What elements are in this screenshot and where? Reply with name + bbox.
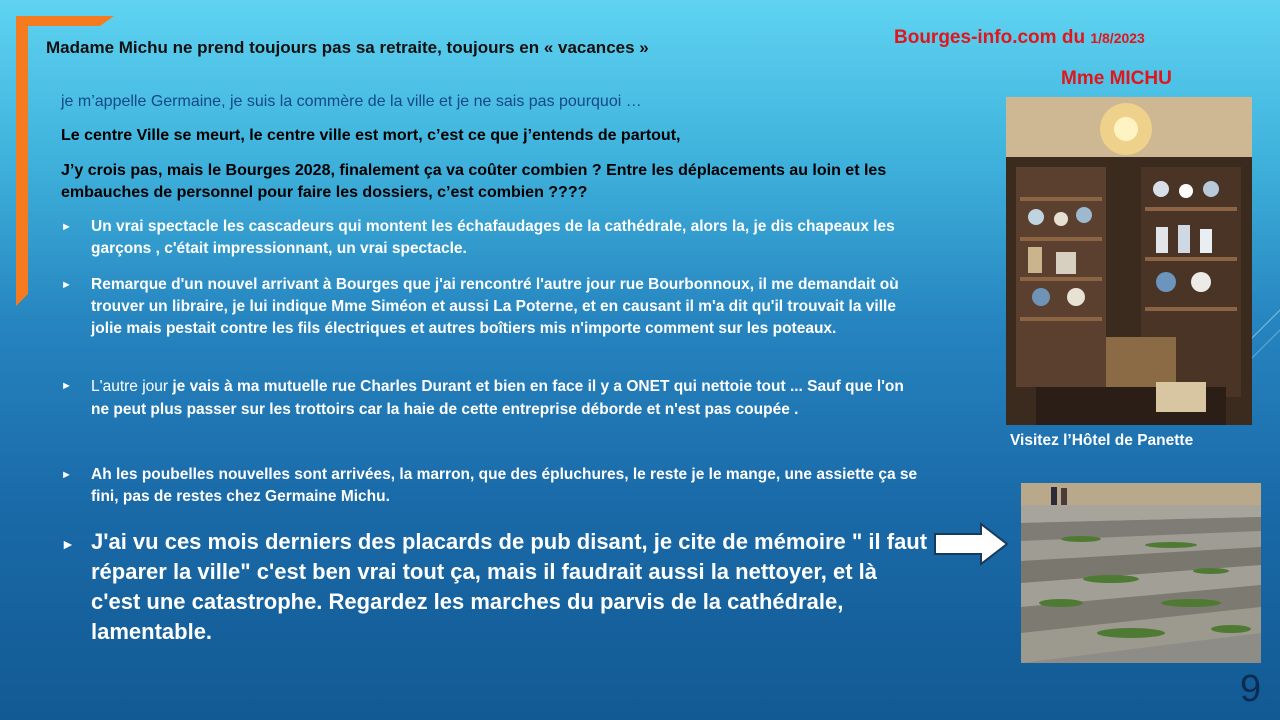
page-title: Madame Michu ne prend toujours pas sa retraite, toujours en « vacances » [46, 38, 649, 57]
cathedral-steps-photo [1021, 483, 1261, 663]
bullet-text: Ah les poubelles nouvelles sont arrivées, la marron, que des épluchures, le reste je le mange, une assiette ça se fini, pas de restes chez Germaine Michu. [91, 466, 918, 505]
bullet-text: Remarque d'un nouvel arrivant à Bourges que j'ai rencontré l'autre jour rue Bourbonnoux, il me demandait où trouver un libraire, je lui indique Mme Siméon et aussi La Poterne, et en causant il m'a dit qu'il trouvait la ville jolie mais pestait contre les fils électriques et autres boîtiers mis n'importe comment sur les poteaux. [91, 276, 899, 337]
bullet-item [61, 216, 921, 260]
highlight-paragraph [61, 527, 931, 647]
site-name [894, 27, 1145, 49]
intro-line-1: je m’appelle Germaine, je suis la commère de la ville et je ne sais pas pourquoi … [61, 93, 642, 110]
site-label: Bourges-info.com du [894, 27, 1086, 48]
bullet-marker-icon: ► [61, 279, 72, 291]
page-number: 9 [1240, 668, 1262, 710]
antique-shop-photo [1006, 97, 1252, 425]
bullet-marker-icon: ► [61, 380, 72, 392]
antique-shop-illustration [1006, 97, 1252, 425]
photo-caption: Visitez l’Hôtel de Panette [1010, 432, 1194, 449]
bullet-marker-icon: ► [61, 536, 75, 552]
bullet-marker-icon: ► [61, 469, 72, 481]
bullet-text-rest: je vais à ma mutuelle rue Charles Durant et bien en face il y a ONET qui nettoie tout ... Sauf que l'on ne peut plus passer sur les trottoirs car la haie de cette entreprise déborde et n'est pas coupée . [91, 378, 904, 418]
bullet-item [61, 464, 921, 508]
intro-line-3: J’y crois pas, mais le Bourges 2028, finalement ça va coûter combien ? Entre les déplacements au loin et les embauches de personnel pour faire les dossiers, c’est combien ???? [61, 162, 887, 201]
bullet-marker-icon: ► [61, 221, 72, 233]
publication-date: 1/8/2023 [1090, 30, 1145, 46]
highlight-text: J'ai vu ces mois derniers des placards de pub disant, je cite de mémoire " il faut réparer la ville" c'est ben vrai tout ça, mais il faudrait aussi la nettoyer, et là c'est une catastrophe. Regardez les marches du parvis de la cathédrale, lamentable. [91, 529, 928, 644]
bullet-text [91, 375, 921, 421]
bullet-item [61, 375, 921, 421]
cathedral-steps-illustration [1021, 483, 1261, 663]
bullet-text-prefix: L'autre jour [91, 378, 169, 395]
arrow-right-icon [933, 522, 1009, 566]
intro-line-2: Le centre Ville se meurt, le centre ville est mort, c’est ce que j’entends de partout, [61, 127, 681, 144]
bullet-item [61, 274, 921, 340]
author-label: Mme MICHU [1061, 68, 1172, 89]
bullet-text: Un vrai spectacle les cascadeurs qui montent les échafaudages de la cathédrale, alors la, je dis chapeaux les garçons , c'était impressionnant, un vrai spectacle. [91, 218, 895, 257]
